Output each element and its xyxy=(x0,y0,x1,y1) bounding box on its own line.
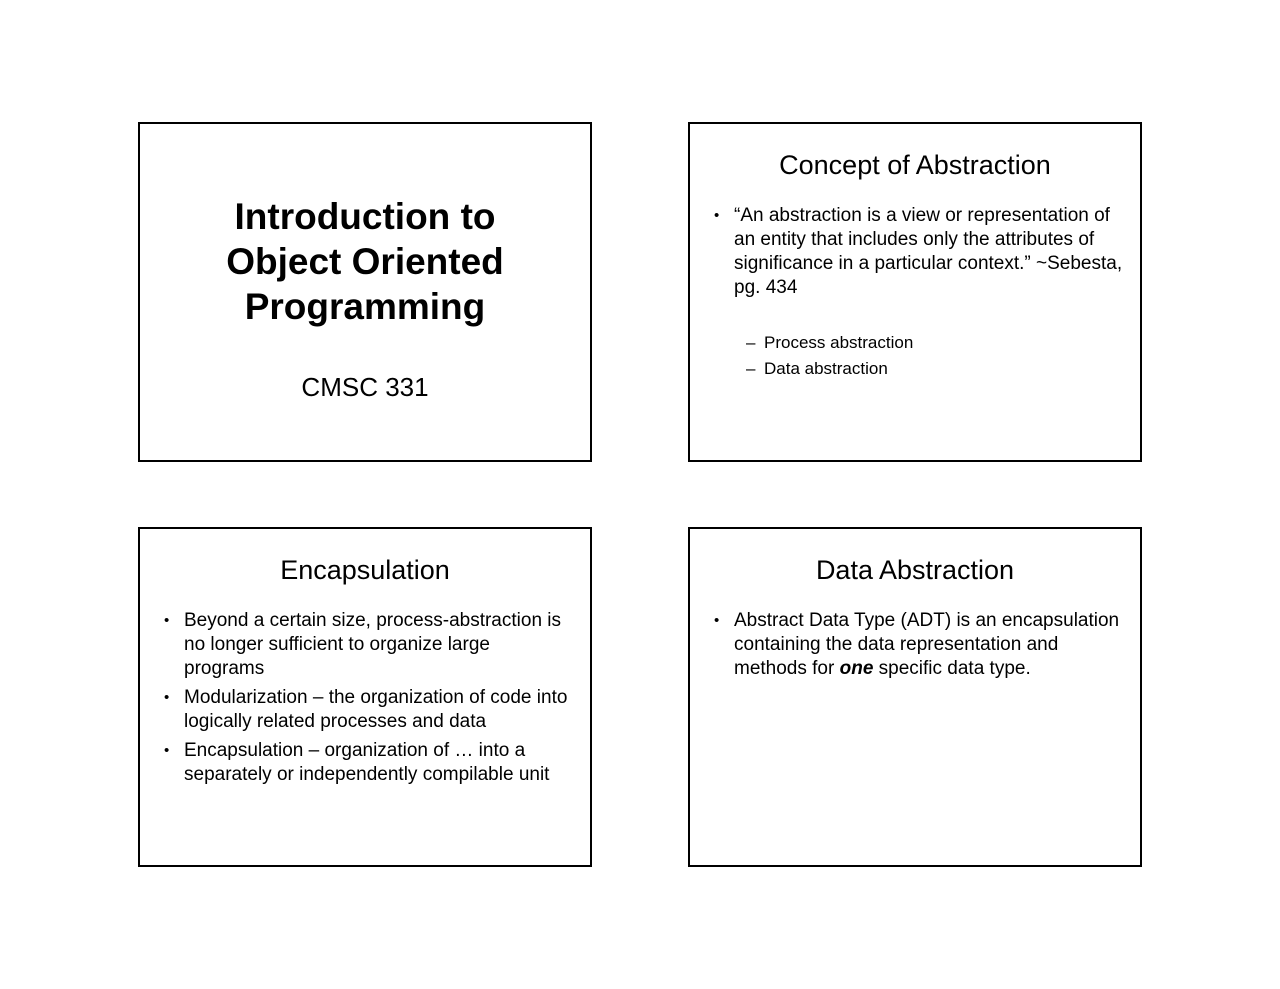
bullet-item xyxy=(714,204,1124,382)
bullet-icon: • xyxy=(164,612,170,629)
bullet-text xyxy=(734,610,1119,679)
bullet-text: “An abstraction is a view or representation of an entity that includes only the attributes of significance in a particular context.” ~Sebesta, pg. 434 xyxy=(734,205,1123,298)
sub-bullet-list xyxy=(734,330,1124,382)
bullet-list xyxy=(164,609,574,792)
slide-title: Data Abstraction xyxy=(815,555,1015,585)
bullet-text: Modularization – the organization of code into logically related processes and data xyxy=(184,687,568,732)
title-line: Object Oriented xyxy=(226,241,504,282)
bullet-item xyxy=(164,609,574,681)
bullet-list xyxy=(714,204,1124,387)
bullet-item xyxy=(164,686,574,734)
slide-concept-of-abstraction xyxy=(688,122,1142,462)
bullet-icon: • xyxy=(714,207,720,224)
dash-icon: – xyxy=(746,333,756,352)
bullet-text: Beyond a certain size, process-abstraction is no longer sufficient to organize large programs xyxy=(184,610,562,679)
bullet-icon: • xyxy=(714,612,720,629)
dash-icon: – xyxy=(746,359,756,378)
slide-encapsulation xyxy=(138,527,592,867)
sub-bullet-text: Data abstraction xyxy=(764,359,888,378)
slide-title: Concept of Abstraction xyxy=(779,150,1051,180)
bullet-item xyxy=(714,609,1124,681)
slide-title-page xyxy=(138,122,592,462)
bullet-icon: • xyxy=(164,742,170,759)
slide-title: Encapsulation xyxy=(280,555,450,585)
bullet-item xyxy=(164,739,574,787)
sub-bullet-text: Process abstraction xyxy=(764,333,914,352)
emphasized-word: one xyxy=(839,658,874,679)
bullet-text-start: Abstract Data Type (ADT) is an encapsulation containing the data representation and methods for xyxy=(734,610,1120,679)
sub-bullet-item xyxy=(740,330,1124,356)
title-line: Introduction to xyxy=(234,196,496,237)
slide-data-abstraction xyxy=(688,527,1142,867)
course-code: CMSC 331 xyxy=(301,372,429,402)
sub-bullet-item xyxy=(740,356,1124,382)
bullet-icon: • xyxy=(164,689,170,706)
title-line: Programming xyxy=(244,286,486,327)
bullet-text: Encapsulation – organization of … into a separately or independently compilable unit xyxy=(184,740,550,785)
bullet-text-end: specific data type. xyxy=(873,658,1031,679)
presentation-title xyxy=(140,194,590,329)
bullet-list xyxy=(714,609,1124,686)
